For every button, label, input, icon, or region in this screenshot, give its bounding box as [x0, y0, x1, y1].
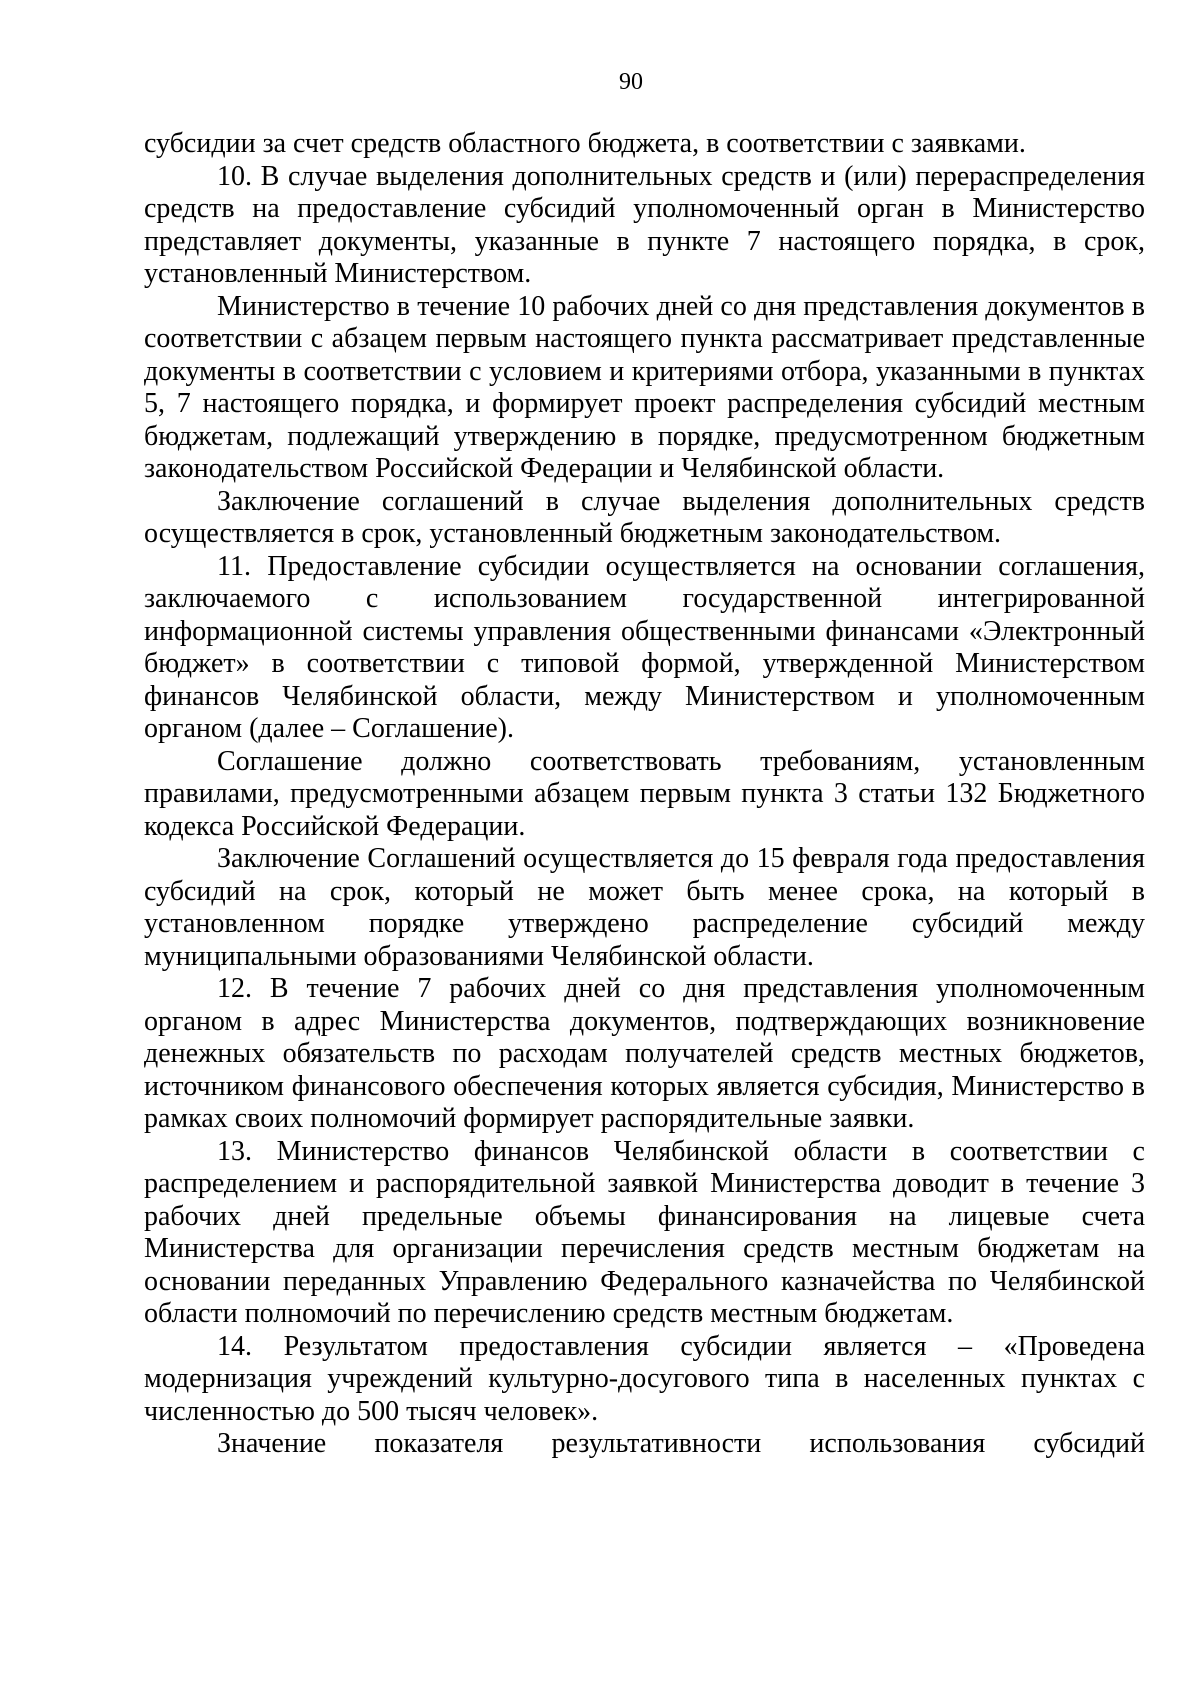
paragraph-agreements-conclusion: Заключение соглашений в случае выделения дополнительных средств осуществляется в срок, установленный бюджетным законодательством.: [144, 485, 1145, 549]
paragraph-agreement-requirements: Соглашение должно соответствовать требованиям, установленным правилами, предусмотренными абзацем первым пункта 3 статьи 132 Бюджетного кодекса Российской Федерации.: [144, 745, 1145, 842]
paragraph-item-12: 12. В течение 7 рабочих дней со дня представления уполномоченным органом в адрес Министерства документов, подтверждающих возникновение денежных обязательств по расходам получателей средств местных бюджетов, источником финансового обеспечения которых является субсидия, Министерство в рамках своих полномочий формирует распорядительные заявки.: [144, 973, 1145, 1134]
paragraph-item-10: 10. В случае выделения дополнительных средств и (или) перераспределения средств на предоставление субсидий уполномоченный орган в Министерство представляет документы, указанные в пункте 7 настоящего порядка, в срок, установленный Министерством.: [144, 160, 1145, 289]
document-body: [144, 128, 1145, 1461]
paragraph-agreement-deadline: Заключение Соглашений осуществляется до 15 февраля года предоставления субсидий на срок, который не может быть менее срока, на который в установленном порядке утверждено распределение субсидий между муниципальными образованиями Челябинской области.: [144, 843, 1145, 972]
paragraph-continuation: субсидии за счет средств областного бюджета, в соответствии с заявками.: [144, 128, 1026, 159]
paragraph-indicator-value: Значение показателя результативности использования субсидий: [217, 1428, 1145, 1459]
paragraph-item-11: 11. Предоставление субсидии осуществляется на основании соглашения, заключаемого с использованием государственной интегрированной информационной системы управления общественными финансами «Электронный бюджет» в соответствии с типовой формой, утвержденной Министерством финансов Челябинской области, между Министерством и уполномоченным органом (далее – Соглашение).: [144, 550, 1145, 744]
paragraph-ministry-review: Министерство в течение 10 рабочих дней со дня представления документов в соответствии с абзацем первым настоящего пункта рассматривает представленные документы в соответствии с условием и критериями отбора, указанными в пунктах 5, 7 настоящего порядка, и формирует проект распределения субсидий местным бюджетам, подлежащий утверждению в порядке, предусмотренном бюджетным законодательством Российской Федерации и Челябинской области.: [144, 290, 1145, 484]
paragraph-item-13: 13. Министерство финансов Челябинской области в соответствии с распределением и распорядительной заявкой Министерства доводит в течение 3 рабочих дней предельные объемы финансирования на лицевые счета Министерства для организации перечисления средств местным бюджетам на основании переданных Управлению Федерального казначейства по Челябинской области полномочий по перечислению средств местным бюджетам.: [144, 1135, 1145, 1329]
page-number: 90: [619, 69, 643, 95]
paragraph-item-14: 14. Результатом предоставления субсидии является – «Проведена модернизация учреждений культурно-досугового типа в населенных пунктах с численностью до 500 тысяч человек».: [144, 1330, 1145, 1427]
